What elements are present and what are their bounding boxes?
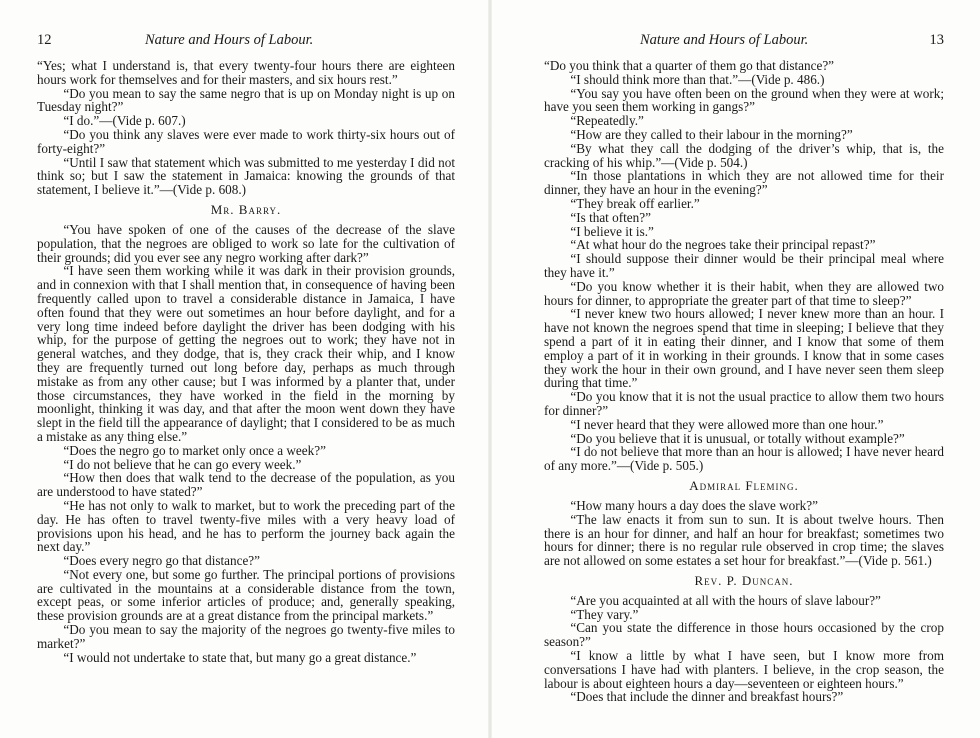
paragraph: “Do you mean to say the same negro that is up on Monday night is up on Tuesday night?” — [37, 85, 455, 115]
paragraph: “Do you know whether it is their habit, when they are allowed two hours for dinner, to appropriate the greater part of that time to sleep?” — [544, 278, 944, 308]
paragraph: “By what they call the dodging of the driver’s whip, that is, the cracking of his whip.”—(Vide p. 504.) — [544, 140, 944, 170]
paragraph: “Are you acquainted at all with the hours of slave labour?” — [570, 592, 881, 608]
paragraph: “Yes; what I understand is, that every twenty-four hours there are eighteen hours work for themselves and for their masters, and six hours rest.” — [37, 58, 455, 87]
running-head — [544, 34, 944, 54]
paragraph: “You say you have often been on the ground when they were at work; have you seen them working in gangs?” — [544, 85, 944, 115]
paragraph: “I do not believe that he can go every week.” — [63, 456, 302, 472]
paragraph: “The law enacts it from sun to sun. It is about twelve hours. Then there is an hour for dinner, and half an hour for breakfast; sometimes two hours for dinner; there is no regular rule observed in crop time; the slaves are not allowed on some estates a set hour for breakfast.”—(Vide p. 561.) — [544, 511, 944, 569]
running-title: Nature and Hours of Labour. — [640, 32, 809, 48]
paragraph: “You have spoken of one of the causes of the decrease of the slave population, that the negroes are obliged to work so late for the cultivation of their grounds; did you ever see any negro working after dark?” — [37, 221, 455, 265]
paragraph: “Do you know that it is not the usual practice to allow them two hours for dinner?” — [544, 389, 944, 418]
paragraph: “I do not believe that more than an hour is allowed; I have never heard of any more.”—(Vide p. 505.) — [544, 444, 944, 474]
paragraph: “Does that include the dinner and breakfast hours?” — [570, 689, 844, 705]
paragraph: “I never heard that they were allowed more than one hour.” — [570, 416, 884, 432]
paragraph: “How many hours a day does the slave work?” — [570, 497, 818, 513]
paragraph: “Until I saw that statement which was submitted to me yesterday I did not think so; but I saw the statement in Jamaica: knowing the grounds of that statement, I believe it.”—(Vide p. 608.) — [37, 154, 455, 198]
paragraph: “Repeatedly.” — [570, 113, 644, 129]
paragraph: “I do.”—(Vide p. 607.) — [63, 113, 186, 129]
paragraph: “Does the negro go to market only once a week?” — [63, 442, 326, 458]
paragraph: “At what hour do the negroes take their principal repast?” — [570, 237, 876, 253]
speaker-heading: Mr. Barry. — [210, 201, 282, 217]
paragraph: “I never knew two hours allowed; I never knew more than an hour. I have not known the negroes spend that time in sleeping; I believe that they spend a part of it in eating their dinner, and I know that some of them employ a part of it in working in their grounds. I know that in some cases they work the hour in their own ground, and I have never seen them sleep during that time.” — [544, 306, 944, 391]
paragraph: “How are they called to their labour in the morning?” — [570, 126, 853, 142]
paragraph: “I believe it is.” — [570, 223, 654, 239]
paragraph: “I have seen them working while it was dark in their provision grounds, and in connexion with that I shall mention that, in consequence of having been frequently called upon to travel a considerable distance in Jamaica, I have often found that they were out sometimes an hour before daylight, and for a very long time indeed before daylight the driver has been dodging with his whip, for the purpose of getting the negroes out to work; they have not in general watches, and they dodge, that is, they crack their whip, and I know they are frequently turned out long before day, perhaps as much through mistake as from any other cause; but I was informed by a planter that, under those circumstances, they have worked in the field in the morning by moonlight, thinking it was day, and that after the moon went down they have slept in the field till the appearance of daylight; that I considered to be as much a mistake as any thing else.” — [37, 263, 455, 444]
paragraph: “They break off earlier.” — [570, 195, 700, 211]
right-page — [490, 0, 980, 738]
speaker-heading: Rev. P. Duncan. — [694, 572, 794, 588]
paragraph: “Do you think that a quarter of them go that distance?” — [544, 58, 835, 73]
speaker-heading: Admiral Fleming. — [689, 477, 799, 493]
paragraph: “I should suppose their dinner would be their principal meal where they have it.” — [544, 251, 944, 280]
paragraph: “Do you mean to say the majority of the negroes go twenty-five miles to market?” — [37, 622, 455, 651]
running-head — [37, 34, 455, 54]
page-number: 12 — [37, 32, 52, 48]
paragraph: “They vary.” — [570, 606, 639, 622]
paragraph: “In those plantations in which they are not allowed time for their dinner, they have an hour in the evening?” — [544, 168, 944, 198]
paragraph: “Not every one, but some go further. The principal portions of provisions are cultivated in the mountains at a considerable distance from the town, except peas, or some inferior articles of produce; and, generally speaking, these provision grounds are at a great distance from the principal markets.” — [37, 566, 455, 624]
page-number: 13 — [929, 32, 944, 48]
paragraph: “Do you believe that it is unusual, or totally without example?” — [570, 430, 905, 446]
paragraph: “He has not only to walk to market, but to work the preceding part of the day. He has often to travel twenty-five miles with a very heavy load of provisions upon his head, and he has to perform the journey back again the next day.” — [37, 497, 455, 555]
paragraph: “I would not undertake to state that, but many go a great distance.” — [63, 649, 417, 665]
paragraph: “Can you state the difference in those hours occasioned by the crop season?” — [544, 620, 944, 650]
paragraph: “Is that often?” — [570, 209, 651, 225]
paragraph: “Does every negro go that distance?” — [63, 553, 261, 569]
paragraph: “Do you think any slaves were ever made to work thirty-six hours out of forty-eight?” — [37, 126, 455, 156]
paragraph: “I should think more than that.”—(Vide p. 486.) — [570, 71, 825, 87]
paragraph: “I know a little by what I have seen, but I know more from conversations I have had with planters. I believe, in the crop season, the labour is about eighteen hours a day—seventeen or eighteen hours.” — [544, 648, 944, 691]
paragraph: “How then does that walk tend to the decrease of the population, as you are understood to have stated?” — [37, 470, 455, 500]
running-title: Nature and Hours of Labour. — [145, 32, 314, 48]
